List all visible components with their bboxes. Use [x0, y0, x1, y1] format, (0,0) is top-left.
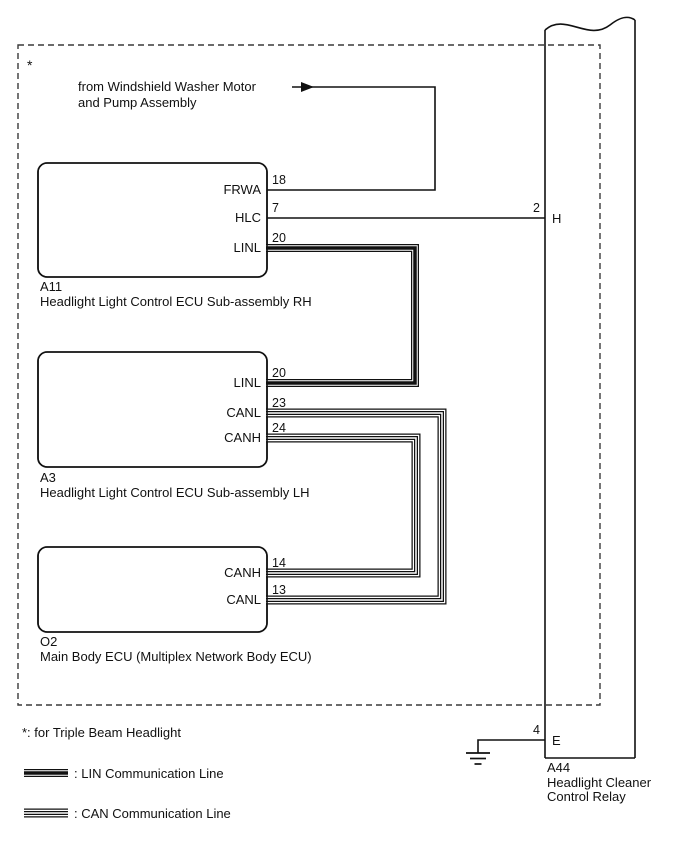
a44-name-line2: Control Relay: [547, 789, 626, 804]
o2-code: O2: [40, 634, 58, 649]
terminal-canh-o2: 14: [272, 556, 286, 570]
terminal-h: 2: [533, 201, 540, 215]
legend-lin-label: : LIN Communication Line: [74, 766, 224, 781]
terminal-e: 4: [533, 723, 540, 737]
pin-label-h: H: [552, 211, 562, 226]
legend-footnote: *: for Triple Beam Headlight: [22, 725, 181, 740]
pin-label-linl-a3: LINL: [233, 375, 261, 390]
pin-label-e: E: [552, 733, 561, 748]
wire-e-ground: [478, 740, 545, 753]
pin-label-hlc: HLC: [234, 210, 261, 225]
terminal-linl-a11: 20: [272, 231, 286, 245]
legend-can-label: : CAN Communication Line: [74, 806, 231, 821]
pin-label-canl-o2: CANL: [226, 592, 261, 607]
terminal-hlc: 7: [272, 201, 279, 215]
a3-code: A3: [40, 470, 56, 485]
a3-name: Headlight Light Control ECU Sub-assembly LH: [40, 485, 310, 500]
pin-label-canh-o2: CANH: [224, 565, 261, 580]
terminal-canh-a3: 24: [272, 421, 286, 435]
can-line-canh: [266, 438, 416, 573]
terminal-canl-a3: 23: [272, 396, 286, 410]
lin-line-a11-a3: [266, 248, 415, 383]
relay-a44-box: [545, 17, 635, 758]
a44-name-line1: Headlight Cleaner: [547, 775, 652, 790]
source-text-line2: and Pump Assembly: [78, 95, 197, 110]
a11-name: Headlight Light Control ECU Sub-assembly RH: [40, 294, 312, 309]
source-arrow-icon: [301, 82, 314, 92]
wire-frwa: [267, 87, 435, 190]
terminal-linl-a3: 20: [272, 366, 286, 380]
pin-label-frwa: FRWA: [223, 182, 261, 197]
terminal-canl-o2: 13: [272, 583, 286, 597]
footnote-asterisk: *: [27, 57, 33, 73]
ecu-a11-box: [38, 163, 267, 277]
pin-label-canh-a3: CANH: [224, 430, 261, 445]
ecu-o2-box: [38, 547, 267, 632]
pin-label-canl-a3: CANL: [226, 405, 261, 420]
a44-code: A44: [547, 760, 571, 775]
terminal-frwa: 18: [272, 173, 286, 187]
ground-icon: [466, 753, 490, 764]
pin-label-linl-a11: LINL: [233, 240, 261, 255]
o2-name: Main Body ECU (Multiplex Network Body ECU): [40, 649, 312, 664]
a11-code: A11: [40, 279, 63, 294]
source-text-line1: from Windshield Washer Motor: [78, 79, 256, 94]
break-squiggle-icon: [545, 17, 635, 30]
